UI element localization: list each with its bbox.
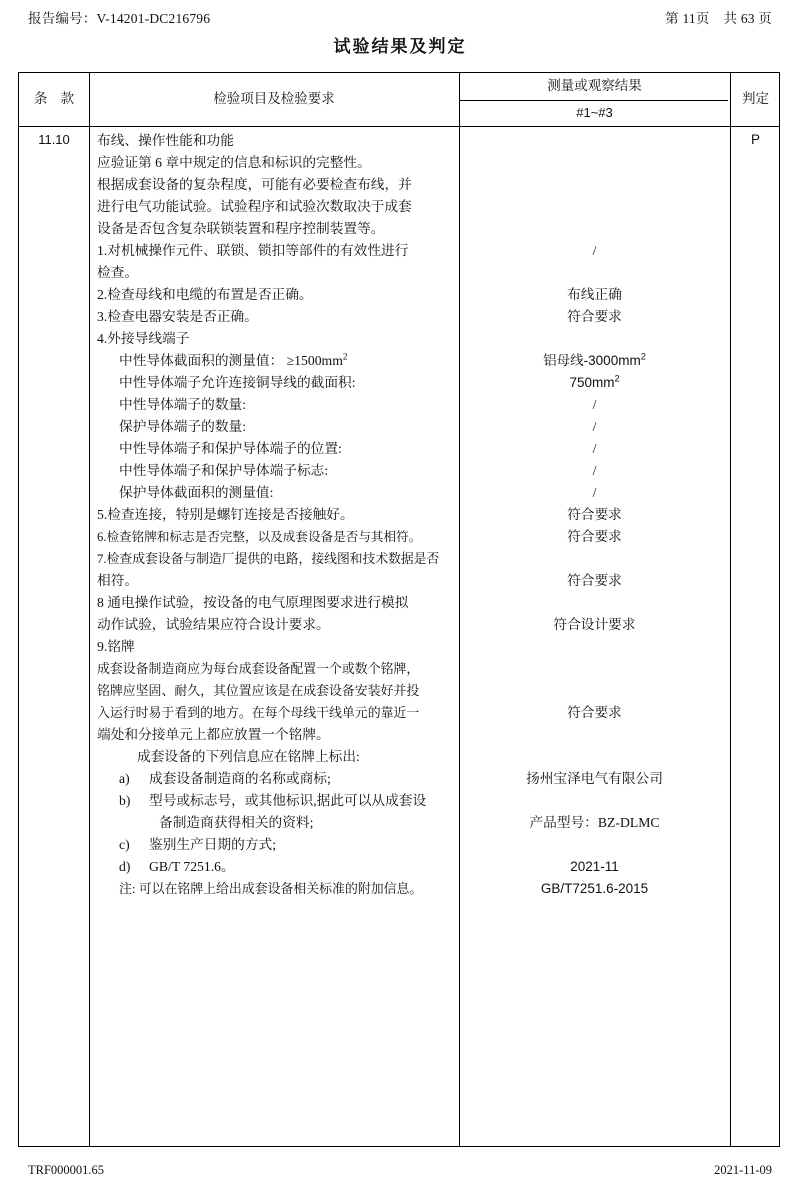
result-line: 符合要求 — [567, 309, 622, 324]
column-rule-result — [730, 73, 731, 1146]
list-marker-c: c) — [119, 837, 130, 852]
test-results-table — [18, 72, 780, 1147]
footer-date: 2021-11-09 — [714, 1163, 772, 1177]
item-line: 相符。 — [97, 573, 139, 588]
cell-verdict: P — [750, 132, 760, 147]
result-spacer — [459, 152, 730, 174]
item-line: 中性导体截面积的测量值： $\ge 1500mm^2$ — [119, 352, 348, 368]
item-line: 型号或标志号，或其他标识,据此可以从成套设 — [149, 793, 427, 808]
result-spacer — [459, 834, 730, 856]
report-number: 报告编号：V-14201-DC216796 — [28, 11, 211, 26]
list-marker-a: a) — [119, 771, 130, 786]
item-list-row — [97, 856, 453, 878]
item-line: 成套设备制造商的名称或商标; — [149, 771, 331, 786]
item-line: 根据成套设备的复杂程度，可能有必要检查布线，并 — [97, 177, 412, 192]
result-spacer — [459, 328, 730, 350]
result-line: / — [592, 397, 597, 412]
result-spacer — [459, 262, 730, 284]
item-line: 布线、操作性能和功能 — [97, 133, 234, 148]
item-line: 鉴别生产日期的方式; — [149, 837, 276, 852]
result-line: $750mm^2$ — [569, 373, 620, 390]
item-line: GB/T 7251.6。 — [149, 859, 235, 874]
item-line: 8 通电操作试验，按设备的电气原理图要求进行模拟 — [97, 595, 409, 610]
item-line: 成套设备制造商应为每台成套设备配置一个或数个铭牌， — [97, 662, 420, 676]
result-line: 扬州宝泽电气有限公司 — [526, 771, 663, 786]
result-line: / — [592, 419, 597, 434]
page-footer — [28, 1163, 772, 1178]
result-line: 符合设计要求 — [553, 617, 636, 632]
column-header-clause: 条 款 — [33, 91, 80, 107]
result-spacer — [459, 724, 730, 746]
result-line: 2021-11 — [570, 859, 619, 874]
item-line: 9.铭牌 — [97, 639, 135, 654]
item-line: 2.检查母线和电缆的布置是否正确。 — [97, 287, 313, 302]
item-list-row — [97, 834, 453, 856]
cell-inspection-items — [89, 126, 459, 900]
page-current: 第 11页 — [665, 11, 710, 26]
item-line: 检查。 — [97, 265, 139, 280]
item-line: 6.检查铭牌和标志是否完整，以及成套设备是否与其相符。 — [97, 530, 422, 544]
item-line: 7.检查成套设备与制造厂提供的电路，接线图和技术数据是否 — [97, 552, 440, 566]
column-header-verdict: 判定 — [742, 91, 769, 107]
item-line: 1.对机械操作元件、联锁、锁扣等部件的有效性进行 — [97, 243, 409, 258]
result-line: 产品型号：BZ-DLMC — [529, 815, 660, 830]
item-line: 5.检查连接，特别是螺钉连接是否接触好。 — [97, 507, 354, 522]
result-line: / — [592, 463, 597, 478]
item-line: 应验证第 6 章中规定的信息和标识的完整性。 — [97, 155, 371, 170]
result-spacer — [459, 174, 730, 196]
column-header-item: 检验项目及检验要求 — [213, 91, 335, 107]
column-header-sample: #1~#3 — [576, 105, 613, 121]
item-line: 入运行时易于看到的地方。在每个母线干线单元的靠近一 — [97, 706, 420, 720]
result-line: 符合要求 — [567, 507, 622, 522]
item-line: 成套设备的下列信息应在铭牌上标出: — [137, 749, 360, 764]
item-line: 中性导体端子和保护导体端子标志: — [119, 463, 329, 478]
item-line: 4.外接导线端子 — [97, 331, 190, 346]
result-line: / — [592, 441, 597, 456]
page-header — [28, 6, 772, 28]
item-line: 动作试验，试验结果应符合设计要求。 — [97, 617, 330, 632]
item-line: 保护导体端子的数量: — [119, 419, 246, 434]
item-list-row — [97, 768, 453, 790]
item-line: 中性导体端子和保护导体端子的位置: — [119, 441, 342, 456]
result-spacer — [459, 658, 730, 680]
item-line: 进行电气功能试验。试验程序和试验次数取决于成套 — [97, 199, 412, 214]
item-list-row — [97, 790, 453, 812]
item-line: 保护导体截面积的测量值: — [119, 485, 274, 500]
cell-clause-number: 11.10 — [38, 132, 70, 147]
result-line: 符合要求 — [567, 705, 622, 720]
page-total: 共 63 页 — [723, 11, 772, 26]
result-line: 符合要求 — [567, 529, 622, 544]
result-line: GB/T7251.6-2015 — [540, 881, 649, 896]
result-spacer — [459, 196, 730, 218]
item-line: 注: 可以在铭牌上给出成套设备相关标准的附加信息。 — [119, 882, 423, 896]
result-line: / — [592, 243, 597, 258]
item-line: 设备是否包含复杂联锁装置和程序控制装置等。 — [97, 221, 385, 236]
result-line: 符合要求 — [567, 573, 622, 588]
item-line: 中性导体端子允许连接铜导线的截面积: — [119, 375, 356, 390]
result-spacer — [459, 130, 730, 152]
result-spacer — [459, 636, 730, 658]
page-number-group — [665, 7, 772, 27]
item-line: 3.检查电器安装是否正确。 — [97, 309, 258, 324]
item-line: 中性导体端子的数量: — [119, 397, 246, 412]
result-spacer — [459, 548, 730, 570]
result-spacer — [459, 592, 730, 614]
column-header-result: 测量或观察结果 — [547, 78, 642, 94]
item-line: 端处和分接单元上都应放置一个铭牌。 — [97, 727, 330, 742]
list-marker-b: b) — [119, 793, 131, 808]
result-line: 铝母线$-3000mm^2$ — [543, 351, 646, 368]
result-line: 布线正确 — [567, 287, 622, 302]
cell-measurement-results — [459, 126, 730, 900]
item-line: 备制造商获得相关的资料; — [159, 815, 314, 830]
page-title: 试验结果及判定 — [333, 37, 467, 56]
result-spacer — [459, 680, 730, 702]
result-line: / — [592, 485, 597, 500]
footer-doc-code: TRF000001.65 — [28, 1163, 105, 1177]
result-spacer — [459, 746, 730, 768]
item-line: 铭牌应坚固、耐久，其位置应该是在成套设备安装好并投 — [97, 684, 420, 698]
result-spacer — [459, 790, 730, 812]
list-marker-d: d) — [119, 859, 131, 874]
result-spacer — [459, 218, 730, 240]
